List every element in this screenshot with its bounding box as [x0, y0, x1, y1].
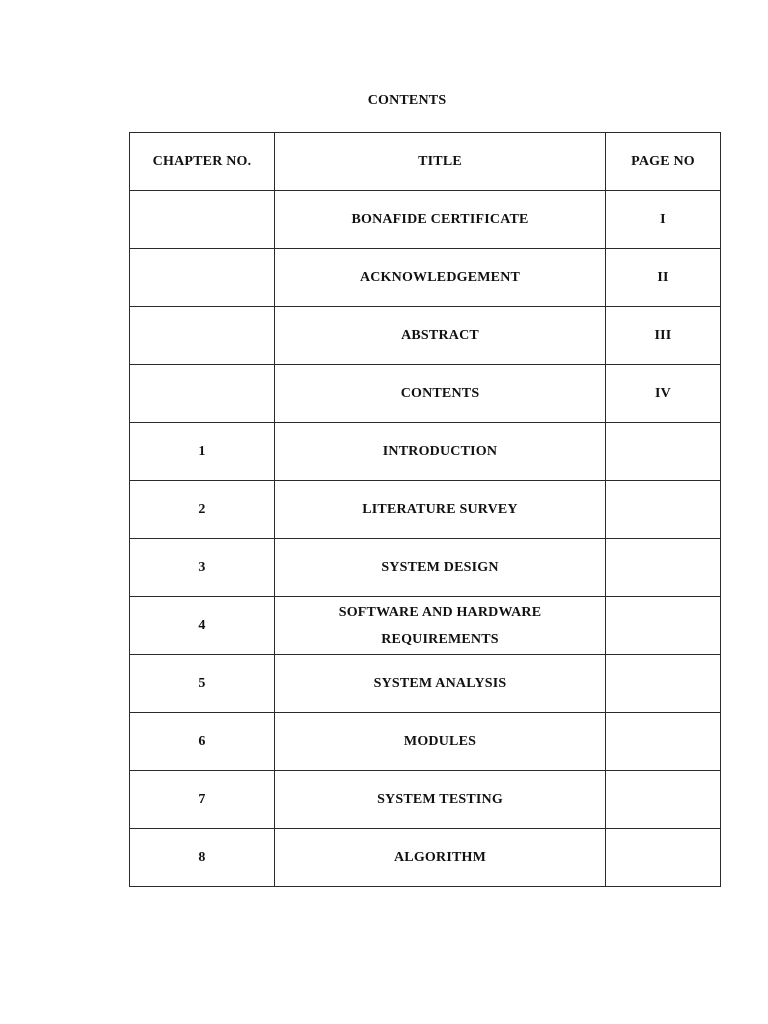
- table-row: [130, 423, 721, 481]
- title-cell: ACKNOWLEDGEMENT: [275, 249, 606, 307]
- header-chapter-no: CHAPTER NO.: [130, 133, 275, 191]
- header-title: TITLE: [275, 133, 606, 191]
- title-cell: LITERATURE SURVEY: [275, 481, 606, 539]
- title-cell: SOFTWARE AND HARDWARE REQUIREMENTS: [275, 597, 606, 655]
- table-header-row: [130, 133, 721, 191]
- header-page-no: PAGE NO: [606, 133, 721, 191]
- title-cell: INTRODUCTION: [275, 423, 606, 481]
- page-cell: [606, 481, 721, 539]
- chapter-cell: [130, 249, 275, 307]
- chapter-cell: 7: [130, 771, 275, 829]
- page-cell: II: [606, 249, 721, 307]
- chapter-cell: 1: [130, 423, 275, 481]
- chapter-cell: [130, 191, 275, 249]
- contents-table: [129, 132, 721, 887]
- table-row: [130, 829, 721, 887]
- page-cell: [606, 771, 721, 829]
- page-cell: IV: [606, 365, 721, 423]
- chapter-cell: 3: [130, 539, 275, 597]
- table-row: [130, 713, 721, 771]
- page-cell: [606, 539, 721, 597]
- title-cell: SYSTEM ANALYSIS: [275, 655, 606, 713]
- title-cell: CONTENTS: [275, 365, 606, 423]
- chapter-cell: 6: [130, 713, 275, 771]
- page-title: CONTENTS: [367, 93, 447, 108]
- table-row: [130, 771, 721, 829]
- table-row: [130, 597, 721, 655]
- table-row: [130, 307, 721, 365]
- page-cell: [606, 829, 721, 887]
- chapter-cell: 5: [130, 655, 275, 713]
- table-row: [130, 191, 721, 249]
- chapter-cell: [130, 365, 275, 423]
- title-cell: BONAFIDE CERTIFICATE: [275, 191, 606, 249]
- page-cell: [606, 655, 721, 713]
- page-cell: [606, 423, 721, 481]
- table-row: [130, 481, 721, 539]
- title-cell: ABSTRACT: [275, 307, 606, 365]
- title-cell: SYSTEM DESIGN: [275, 539, 606, 597]
- chapter-cell: 2: [130, 481, 275, 539]
- page-cell: III: [606, 307, 721, 365]
- chapter-cell: 8: [130, 829, 275, 887]
- chapter-cell: 4: [130, 597, 275, 655]
- title-cell: ALGORITHM: [275, 829, 606, 887]
- page-cell: [606, 597, 721, 655]
- table-row: [130, 249, 721, 307]
- title-cell: MODULES: [275, 713, 606, 771]
- page-cell: I: [606, 191, 721, 249]
- title-cell: SYSTEM TESTING: [275, 771, 606, 829]
- table-row: [130, 539, 721, 597]
- chapter-cell: [130, 307, 275, 365]
- table-row: [130, 365, 721, 423]
- page-cell: [606, 713, 721, 771]
- table-row: [130, 655, 721, 713]
